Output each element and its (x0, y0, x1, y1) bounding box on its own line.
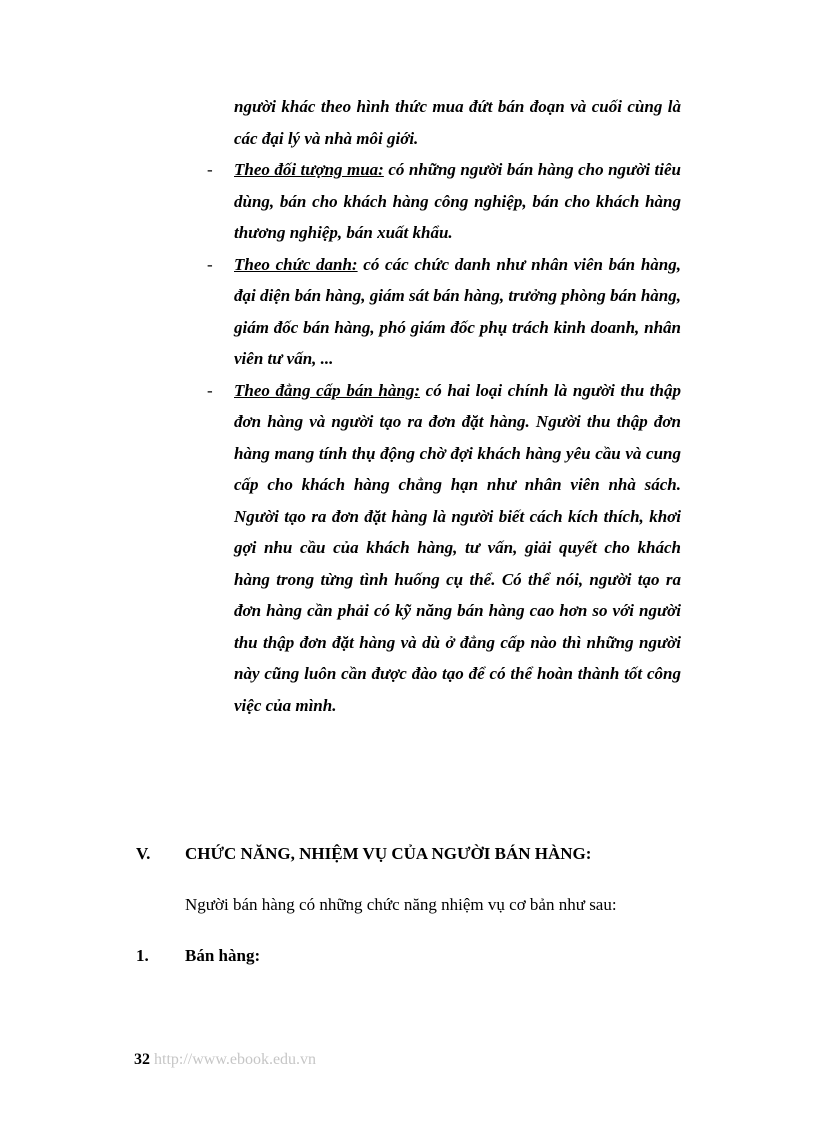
list-item (207, 154, 681, 249)
bullet-lead-term: Theo chức danh: (234, 254, 358, 274)
page-number: 32 (134, 1051, 150, 1068)
list-item (207, 249, 681, 375)
subsection-title: Bán hàng: (185, 946, 261, 965)
bullet-text: có hai loại chính là người thu thập đơn hàng và người tạo ra đơn đặt hàng. Người thu thập đơn hàng mang tính thụ động chờ đợi khách hàng yêu cầu và cung cấp cho khách hàng chẳng hạn như nhân viên nhà sách. Người tạo ra đơn đặt hàng là người biết cách kích thích, khơi gợi nhu cầu của khách hàng, tư vấn, giải quyết cho khách hàng trong từng tình huống cụ thể. Có thể nói, người tạo ra đơn hàng cần phải có kỹ năng bán hàng cao hơn so với người thu thập đơn đặt hàng và dù ở đẳng cấp nào thì những người này cũng luôn cần được đào tạo để có thể hoàn thành tốt công việc của mình. (234, 380, 681, 715)
bullet-dash: - (207, 254, 213, 274)
bullet-lead-term: Theo đối tượng mua: (234, 160, 384, 179)
footer-url: http://www.ebook.edu.vn (154, 1051, 317, 1068)
bullet-text: có những người bán hàng cho người tiêu dùng, bán cho khách hàng công nghiệp, bán cho khách hàng thương nghiệp, bán xuất khẩu. (234, 160, 682, 242)
page-footer (134, 1050, 316, 1070)
bullet-lead-term: Theo đẳng cấp bán hàng: (234, 380, 420, 400)
bullet-dash: - (207, 160, 213, 179)
bullet-dash: - (207, 380, 213, 400)
intro-paragraph: Người bán hàng có những chức năng nhiệm vụ cơ bản như sau: (185, 895, 617, 914)
section-title: CHỨC NĂNG, NHIỆM VỤ CỦA NGƯỜI BÁN HÀNG: (185, 844, 592, 863)
section-number: V. (136, 844, 151, 863)
continuation-paragraph: người khác theo hình thức mua đứt bán đoạn và cuối cùng là các đại lý và nhà môi giới. (234, 97, 681, 148)
list-item (207, 375, 681, 722)
bullet-text: có các chức danh như nhân viên bán hàng, đại diện bán hàng, giám sát bán hàng, trưởng phòng bán hàng, giám đốc bán hàng, phó giám đốc phụ trách kinh doanh, nhân viên tư vấn, ... (234, 254, 681, 368)
subsection-number: 1. (136, 946, 149, 965)
bullet-list (207, 154, 681, 721)
